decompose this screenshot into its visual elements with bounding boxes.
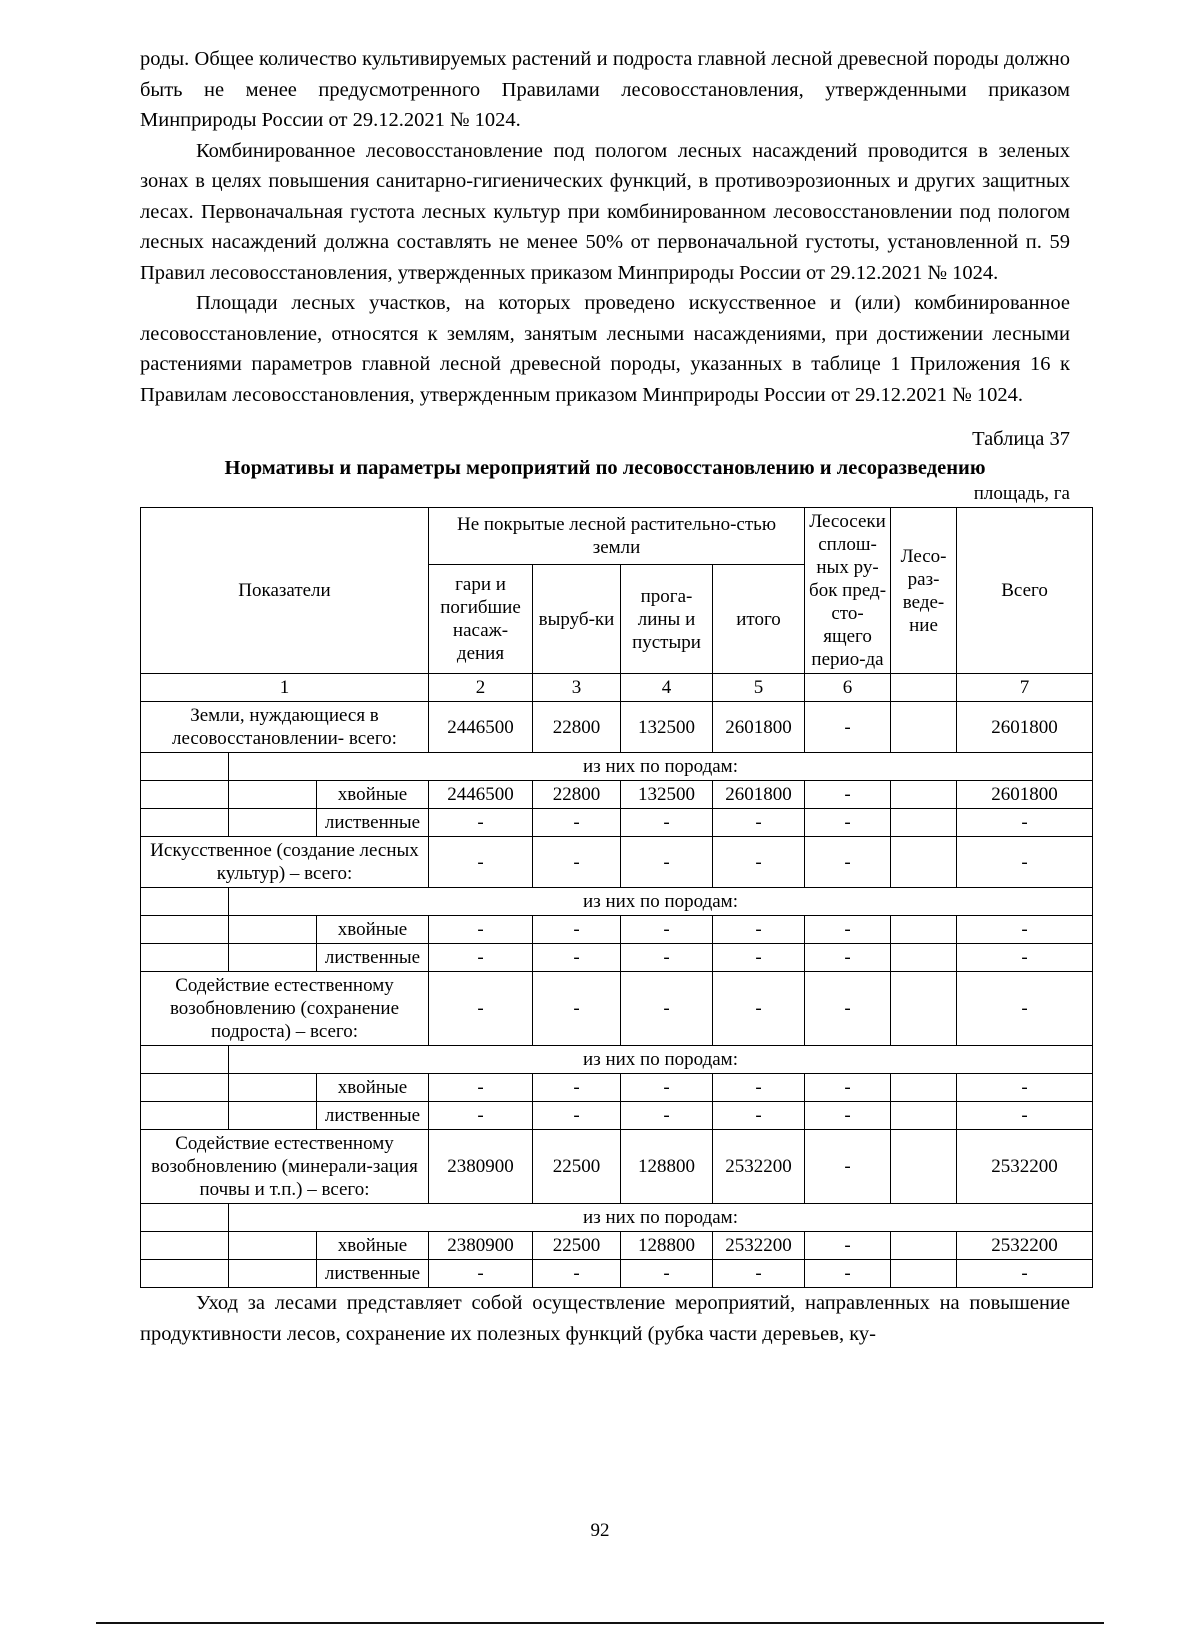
table-cell-col-7 (891, 837, 957, 888)
table-cell-col-5: 2601800 (713, 781, 805, 809)
row-section-label: Земли, нуждающиеся в лесовосстановлении- всего: (141, 702, 429, 753)
table-cell-col-8: - (957, 809, 1093, 837)
colnum-5: 5 (713, 674, 805, 702)
header-gaps-and-wastelands: прога-лины и пустыри (621, 565, 713, 674)
paragraph-3: Площади лесных участков, на которых проведено искусственное и (или) комбинированное лесовосстановление, относятся к землям, занятым лесными насаждениями, при достижении лесными растениями параметров главной лесной древесной породы, указанных в таблице 1 Приложения 16 к Правилам лесовосстановления, утвержденным приказом Минприроды России от 29.12.2021 № 1024. (140, 292, 1070, 406)
table-cell-col-2: 2446500 (429, 702, 533, 753)
table-row (141, 702, 1093, 753)
row-section-label: Содействие естественному возобновлению (сохранение подроста) – всего: (141, 972, 429, 1046)
table-cell-col-8: - (957, 972, 1093, 1046)
colnum-6: 6 (805, 674, 891, 702)
table-row (141, 944, 1093, 972)
row-subheading-label: из них по породам: (229, 888, 1093, 916)
table-cell-col-7 (891, 702, 957, 753)
row-subheading-label: из них по породам: (229, 1046, 1093, 1074)
table-cell-col-4: - (621, 1260, 713, 1288)
table-cell-col-8: - (957, 944, 1093, 972)
page-number: 92 (590, 1520, 610, 1541)
table-cell-col-4: - (621, 1102, 713, 1130)
table-title: Нормативы и параметры мероприятий по лесовосстановлению и лесоразведению (224, 457, 986, 479)
table-cell-col-2: - (429, 944, 533, 972)
table-row (141, 972, 1093, 1046)
table-cell-col-6: - (805, 972, 891, 1046)
reforestation-norms-table (140, 507, 1093, 1288)
row-indent-cell (141, 916, 229, 944)
row-species-label: лиственные (317, 1102, 429, 1130)
colnum-blank (891, 674, 957, 702)
colnum-3: 3 (533, 674, 621, 702)
table-cell-col-4: - (621, 916, 713, 944)
table-cell-col-3: - (533, 1074, 621, 1102)
table-cell-col-2: 2380900 (429, 1130, 533, 1204)
table-cell-col-3: 22500 (533, 1232, 621, 1260)
table-cell-col-5: 2532200 (713, 1232, 805, 1260)
table-cell-col-2: 2446500 (429, 781, 533, 809)
row-indent-cell (141, 781, 229, 809)
row-indent-cell (141, 1074, 229, 1102)
table-cell-col-5: 2601800 (713, 702, 805, 753)
paragraph-1: роды. Общее количество культивируемых растений и подроста главной лесной древесной породы должно быть не менее предусмотренного Правилами лесовосстановления, утвержденными приказом Минприроды России от 29.12.2021 № 1024. (140, 48, 1070, 131)
bottom-rule (96, 1622, 1104, 1624)
table-cell-col-4: - (621, 1074, 713, 1102)
table-cell-col-4: 132500 (621, 781, 713, 809)
table-row (141, 753, 1093, 781)
table-cell-col-8: 2532200 (957, 1130, 1093, 1204)
row-indent-cell (229, 916, 317, 944)
table-cell-col-3: - (533, 1102, 621, 1130)
header-afforestation: Лесо-раз-веде-ние (891, 508, 957, 674)
table-cell-col-8: - (957, 1102, 1093, 1130)
table-cell-col-3: - (533, 1260, 621, 1288)
table-cell-col-8: - (957, 916, 1093, 944)
column-number-row (141, 674, 1093, 702)
header-indicators: Показатели (141, 508, 429, 674)
table-cell-col-6: - (805, 702, 891, 753)
table-cell-col-2: - (429, 809, 533, 837)
table-cell-col-2: - (429, 1102, 533, 1130)
table-cell-col-5: - (713, 837, 805, 888)
row-indent-cell (229, 1074, 317, 1102)
table-cell-col-4: - (621, 972, 713, 1046)
table-cell-col-7 (891, 809, 957, 837)
colnum-2: 2 (429, 674, 533, 702)
table-cell-col-3: - (533, 809, 621, 837)
row-indent-cell (141, 944, 229, 972)
row-indent-cell (229, 809, 317, 837)
row-indent-cell (141, 1204, 229, 1232)
table-cell-col-4: 132500 (621, 702, 713, 753)
table-row (141, 1102, 1093, 1130)
header-burned-areas: гари и погибшие насаж-дения (429, 565, 533, 674)
table-cell-col-7 (891, 1260, 957, 1288)
row-species-label: хвойные (317, 916, 429, 944)
table-cell-col-2: 2380900 (429, 1232, 533, 1260)
row-indent-cell (229, 944, 317, 972)
table-cell-col-7 (891, 1130, 957, 1204)
table-row (141, 1074, 1093, 1102)
table-body (141, 702, 1093, 1288)
table-row (141, 837, 1093, 888)
table-cell-col-3: 22800 (533, 702, 621, 753)
table-cell-col-3: - (533, 837, 621, 888)
table-cell-col-6: - (805, 809, 891, 837)
table-cell-col-7 (891, 1102, 957, 1130)
table-cell-col-6: - (805, 1102, 891, 1130)
table-cell-col-3: - (533, 944, 621, 972)
table-cell-col-2: - (429, 1260, 533, 1288)
header-row-1 (141, 508, 1093, 565)
table-row (141, 1260, 1093, 1288)
table-cell-col-3: 22800 (533, 781, 621, 809)
table-row (141, 888, 1093, 916)
table-cell-col-6: - (805, 944, 891, 972)
table-cell-col-3: 22500 (533, 1130, 621, 1204)
table-cell-col-8: 2601800 (957, 702, 1093, 753)
table-cell-col-4: 128800 (621, 1232, 713, 1260)
table-cell-col-7 (891, 916, 957, 944)
row-indent-cell (229, 1260, 317, 1288)
table-row (141, 809, 1093, 837)
table-cell-col-6: - (805, 1074, 891, 1102)
row-indent-cell (141, 1046, 229, 1074)
table-cell-col-4: - (621, 837, 713, 888)
table-row (141, 1130, 1093, 1204)
table-cell-col-7 (891, 972, 957, 1046)
colnum-1: 1 (141, 674, 429, 702)
row-section-label: Содействие естественному возобновлению (минерали-зация почвы и т.п.) – всего: (141, 1130, 429, 1204)
row-indent-cell (141, 1102, 229, 1130)
table-row (141, 916, 1093, 944)
table-number-label: Таблица 37 (972, 428, 1070, 450)
table-cell-col-6: - (805, 1130, 891, 1204)
table-cell-col-3: - (533, 916, 621, 944)
table-cell-col-5: - (713, 1074, 805, 1102)
table-cell-col-7 (891, 781, 957, 809)
table-cell-col-4: - (621, 809, 713, 837)
table-cell-col-2: - (429, 1074, 533, 1102)
table-cell-col-5: 2532200 (713, 1130, 805, 1204)
row-subheading-label: из них по породам: (229, 1204, 1093, 1232)
header-grand-total: Всего (957, 508, 1093, 674)
table-cell-col-2: - (429, 837, 533, 888)
table-cell-col-6: - (805, 916, 891, 944)
table-cell-col-6: - (805, 837, 891, 888)
table-row (141, 781, 1093, 809)
header-subtotal: итого (713, 565, 805, 674)
table-cell-col-4: 128800 (621, 1130, 713, 1204)
table-head (141, 508, 1093, 702)
colnum-4: 4 (621, 674, 713, 702)
table-row (141, 1232, 1093, 1260)
row-subheading-label: из них по породам: (229, 753, 1093, 781)
table-cell-col-7 (891, 1074, 957, 1102)
table-cell-col-5: - (713, 1102, 805, 1130)
table-cell-col-7 (891, 1232, 957, 1260)
row-species-label: хвойные (317, 781, 429, 809)
row-indent-cell (229, 1232, 317, 1260)
table-cell-col-5: - (713, 1260, 805, 1288)
table-cell-col-5: - (713, 916, 805, 944)
table-row (141, 1046, 1093, 1074)
table-cell-col-8: - (957, 1074, 1093, 1102)
table-cell-col-6: - (805, 1232, 891, 1260)
row-indent-cell (141, 1232, 229, 1260)
table-cell-col-8: 2601800 (957, 781, 1093, 809)
row-indent-cell (229, 781, 317, 809)
paragraph-4: Уход за лесами представляет собой осуществление мероприятий, направленных на повышение продуктивности лесов, сохранение их полезных функций (рубка части деревьев, ку- (140, 1292, 1070, 1345)
table-cell-col-7 (891, 944, 957, 972)
table-cell-col-5: - (713, 944, 805, 972)
row-species-label: лиственные (317, 944, 429, 972)
table-cell-col-6: - (805, 781, 891, 809)
header-cut-areas: выруб-ки (533, 565, 621, 674)
table-cell-col-2: - (429, 972, 533, 1046)
row-indent-cell (141, 809, 229, 837)
table-cell-col-5: - (713, 972, 805, 1046)
row-species-label: лиственные (317, 809, 429, 837)
row-indent-cell (141, 888, 229, 916)
row-indent-cell (229, 1102, 317, 1130)
row-section-label: Искусственное (создание лесных культур) – всего: (141, 837, 429, 888)
header-felling-areas: Лесосеки сплош-ных ру-бок пред-сто-ящего перио-да (805, 508, 891, 674)
table-cell-col-6: - (805, 1260, 891, 1288)
table-cell-col-2: - (429, 916, 533, 944)
row-indent-cell (141, 1260, 229, 1288)
table-cell-col-4: - (621, 944, 713, 972)
header-not-covered-group: Не покрытые лесной растительно-стью земли (429, 508, 805, 565)
colnum-7: 7 (957, 674, 1093, 702)
paragraph-2: Комбинированное лесовосстановление под пологом лесных насаждений проводится в зеленых зонах в целях повышения санитарно-гигиенических функций, в противоэрозионных и других защитных лесах. Первоначальная густота лесных культур при комбинированном лесовосстановлении под пологом лесных насаждений должна составлять не менее 50% от первоначальной густоты, установленной п. 59 Правил лесовосстановления, утвержденных приказом Минприроды России от 29.12.2021 № 1024. (140, 139, 1070, 284)
row-species-label: хвойные (317, 1074, 429, 1102)
table-cell-col-8: 2532200 (957, 1232, 1093, 1260)
table-cell-col-3: - (533, 972, 621, 1046)
table-units-label: площадь, га (973, 483, 1070, 504)
table-cell-col-8: - (957, 1260, 1093, 1288)
table-cell-col-8: - (957, 837, 1093, 888)
row-species-label: лиственные (317, 1260, 429, 1288)
row-indent-cell (141, 753, 229, 781)
table-row (141, 1204, 1093, 1232)
row-species-label: хвойные (317, 1232, 429, 1260)
table-cell-col-5: - (713, 809, 805, 837)
